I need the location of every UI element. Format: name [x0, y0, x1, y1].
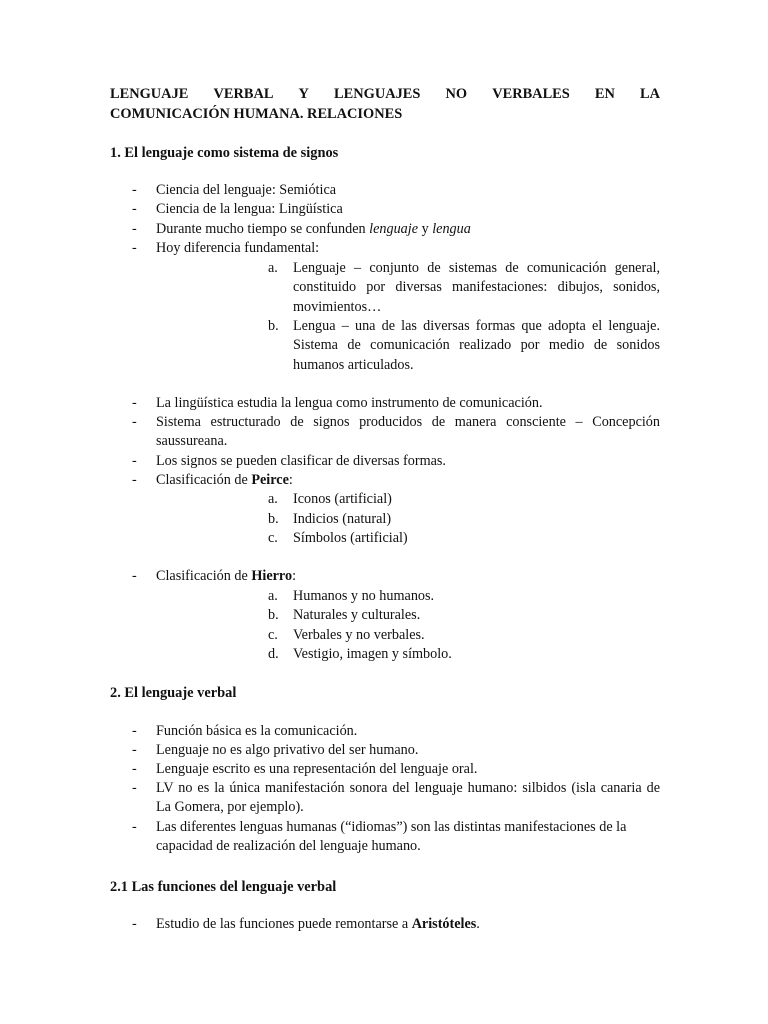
title-line-2: COMUNICACIÓN HUMANA. RELACIONES: [110, 106, 403, 122]
bullet-marker: -: [132, 182, 137, 198]
list-item-text: Función básica es la comunicación.: [156, 723, 358, 739]
sub-list-marker: b.: [268, 318, 279, 334]
list-item-text: Lenguaje escrito es una representación del lenguaje oral.: [156, 761, 478, 777]
text-suffix: :: [292, 568, 297, 584]
text-suffix: .: [476, 916, 480, 932]
title-word: VERBALES: [492, 86, 570, 102]
sub-list-text: Humanos y no humanos.: [293, 588, 435, 604]
list-item-text: Las diferentes lenguas humanas (“idiomas”) son las distintas manifestaciones de la capacidad de realización del lenguaje humano.: [156, 819, 627, 855]
title-word: EN: [594, 86, 615, 102]
text-prefix: Durante mucho tiempo se confunden: [156, 221, 370, 237]
bullet-marker: -: [132, 568, 137, 584]
sub-list-text: Indicios (natural): [293, 511, 392, 527]
list-item-text: Sistema estructurado de signos producidos de manera consciente – Concepción saussureana.: [156, 414, 660, 450]
list-item-text: [156, 471, 660, 490]
sub-list-text: Símbolos (artificial): [293, 530, 408, 546]
sub-list-marker: b.: [268, 511, 279, 527]
list-item-text: [156, 220, 660, 239]
text-suffix: :: [288, 472, 293, 488]
bullet-marker: -: [132, 742, 137, 758]
bullet-marker: -: [132, 395, 137, 411]
list-item-text: Ciencia de la lengua: Lingüística: [156, 201, 343, 217]
italic-term-lengua: lengua: [432, 221, 471, 237]
title-word: LENGUAJE: [110, 86, 189, 102]
sub-list-marker: a.: [268, 491, 278, 507]
list-item-text: Lenguaje no es algo privativo del ser humano.: [156, 742, 419, 758]
bold-name-hierro: Hierro: [251, 568, 293, 584]
text-prefix: Clasificación de: [156, 472, 252, 488]
bullet-marker: -: [132, 780, 137, 796]
title-word: Y: [298, 86, 309, 102]
sub-list-text: Lengua – una de las diversas formas que adopta el lenguaje. Sistema de comunicación realizado por medio de sonidos humanos articulados.: [293, 318, 660, 373]
list-item-text: Hoy diferencia fundamental:: [156, 240, 320, 256]
sub-list-marker: c.: [268, 627, 278, 643]
bullet-marker: -: [132, 761, 137, 777]
text-prefix: Clasificación de: [156, 568, 252, 584]
list-item-text: LV no es la única manifestación sonora del lenguaje humano: silbidos (isla canaria de La Gomera, por ejemplo).: [156, 780, 660, 816]
text-connector: y: [418, 221, 433, 237]
sub-list-text: Lenguaje – conjunto de sistemas de comunicación general, constituido por diversas manifestaciones: dibujos, sonidos, movimientos…: [293, 260, 660, 315]
section-1-heading: 1. El lenguaje como sistema de signos: [110, 145, 339, 161]
sub-list-marker: d.: [268, 646, 279, 662]
section-2-heading: 2. El lenguaje verbal: [110, 685, 237, 701]
bullet-marker: -: [132, 414, 137, 430]
sub-list-text: Iconos (artificial): [293, 491, 392, 507]
bullet-marker: -: [132, 723, 137, 739]
bullet-marker: -: [132, 472, 137, 488]
bold-name-peirce: Peirce: [251, 472, 289, 488]
bullet-marker: -: [132, 453, 137, 469]
bullet-marker: -: [132, 221, 137, 237]
title-word: LA: [639, 86, 660, 102]
title-line-1: [110, 84, 660, 104]
list-item-text: [156, 567, 660, 586]
sub-list-marker: a.: [268, 260, 278, 276]
sub-list-marker: a.: [268, 588, 278, 604]
title-word: LENGUAJES: [334, 86, 421, 102]
list-item-text: Los signos se pueden clasificar de diversas formas.: [156, 453, 446, 469]
list-item-text: La lingüística estudia la lengua como instrumento de comunicación.: [156, 395, 543, 411]
italic-term-lenguaje: lenguaje: [369, 221, 419, 237]
sub-list-marker: c.: [268, 530, 278, 546]
sub-list-text: Vestigio, imagen y símbolo.: [293, 646, 452, 662]
title-word: NO: [445, 86, 468, 102]
section-2-1-heading: 2.1 Las funciones del lenguaje verbal: [110, 879, 337, 895]
sub-list-text: Verbales y no verbales.: [293, 627, 425, 643]
list-item-text: [156, 915, 660, 934]
bullet-marker: -: [132, 201, 137, 217]
text-prefix: Estudio de las funciones puede remontarse a: [156, 916, 412, 932]
sub-list-marker: b.: [268, 607, 279, 623]
bullet-marker: -: [132, 240, 137, 256]
title-word: VERBAL: [213, 86, 274, 102]
list-item-text: Ciencia del lenguaje: Semiótica: [156, 182, 337, 198]
bullet-marker: -: [132, 819, 137, 835]
bullet-marker: -: [132, 916, 137, 932]
document-title: [110, 84, 660, 124]
bold-name-aristoteles: Aristóteles: [411, 916, 477, 932]
sub-list-text: Naturales y culturales.: [293, 607, 421, 623]
